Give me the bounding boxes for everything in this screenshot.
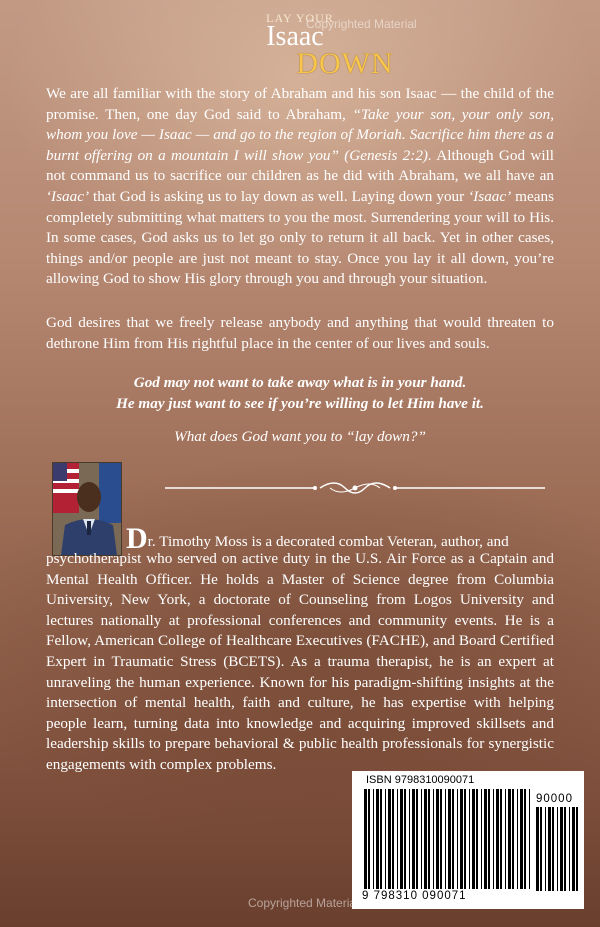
author-photo bbox=[52, 462, 122, 556]
highlight-quote-line-2: He may just want to see if you’re willing to let Him have it. bbox=[116, 394, 484, 412]
highlight-quote-line-1: God may not want to take away what is in your hand. bbox=[133, 374, 467, 391]
highlight-quote bbox=[46, 373, 554, 414]
addon-barcode-bars bbox=[536, 807, 580, 897]
blurb-paragraph-1 bbox=[46, 84, 554, 290]
blurb-paragraph-2: God desires that we freely release anybody and anything that would threaten to dethrone Him from His rightful place in the center of our lives and souls. bbox=[46, 314, 554, 352]
isbn-digits: 9 798310 090071 bbox=[362, 890, 467, 902]
bio-text: r. Timothy Moss is a decorated combat Veteran, author, and bbox=[147, 533, 509, 550]
title-lay-your: LAY YOUR bbox=[266, 11, 334, 25]
blurb-text: Although God will not command us to sacrifice our children as he did with Abraham, we all have an bbox=[46, 146, 554, 185]
blurb-text: We are all familiar with the story of Abraham and his son Isaac — the child of the promise. Then, one day God said to Abraham, bbox=[46, 85, 554, 123]
isbn-barcode bbox=[352, 771, 584, 909]
isaac-emphasis: ‘Isaac’ bbox=[468, 187, 512, 205]
author-bio: psychotherapist who served on active duty in the U.S. Air Force as a Captain and Mental Health Officer. He holds a Master of Science degree from Columbia University, New York, a doctorate of Counseling from Logos University and lectures nationally at professional conferences and community events. He is a Fellow, American College of Healthcare Executives (FACHE), and Board Certified Expert in Traumatic Stress (BCETS). As a trauma therapist, he is an expert at unraveling the human experience. Known for his paradigm-shifting insights at the intersection of mental health, faith and culture, he has expertise with helping people learn, turning data into knowledge and acquiring improved skillsets and leadership skills to prepare behavioral & public health professionals for synergistic engagements with complex problems. bbox=[46, 550, 554, 773]
watermark-bottom: Copyrighted Material bbox=[248, 896, 359, 910]
watermark-top: Copyrighted Material bbox=[306, 17, 417, 31]
price-code: 90000 bbox=[536, 793, 573, 805]
barcode-bars bbox=[364, 789, 534, 889]
dropcap: D bbox=[126, 522, 148, 555]
title-isaac: Isaac bbox=[266, 21, 324, 52]
book-title bbox=[0, 12, 600, 78]
closing-question: What does God want you to “lay down?” bbox=[174, 428, 426, 445]
ornamental-divider bbox=[165, 478, 545, 498]
title-down: DOWN bbox=[296, 47, 394, 80]
blurb-text: that God is asking us to lay down as well. Laying down your bbox=[89, 187, 469, 205]
isaac-emphasis: ‘Isaac’ bbox=[46, 187, 90, 205]
isbn-label: ISBN 9798310090071 bbox=[366, 774, 475, 786]
genesis-quote: “Take your son, your only son, whom you love — Isaac — and go to the region of Moriah. Sacrifice him there as a burnt offering on a mountain I will show you” (Genesis 2:2). bbox=[46, 105, 554, 164]
blurb-text: means completely submitting what matters to you the most. Surrendering your will to His. In some cases, God asks us to let go only to return it all back. Yet in other cases, things and/or people are just not meant to stay. Once you lay it all down, you’re allowing God to show His glory through you and through your situation. bbox=[46, 187, 554, 288]
